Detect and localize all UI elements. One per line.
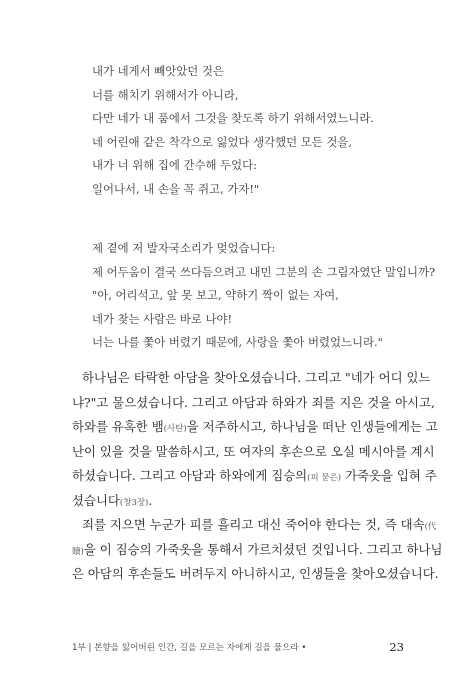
annotation: (피 묻은) [307,473,342,483]
text-run: . [148,492,153,508]
poem-line: 다만 네가 내 품에서 그것을 찾도록 하기 위해서였느니라. [92,111,375,125]
text-run: 가죽옷을 입혀 주 [341,468,437,483]
text-run: 을 저주하시고, 하나님을 떠난 인생들에게는 고 [186,419,438,434]
poem-line: 네 어린애 같은 착각으로 잃었다 생각했던 모든 것을, [92,134,353,149]
paragraph-line [72,541,443,567]
poem-line: 내가 너 위해 집에 간수해 두었다: [92,158,257,172]
poem-line: 제 어두움이 결국 쓰다듬으려고 내민 그분의 손 그림자였단 말입니까? [92,264,436,279]
annotation: (代 [424,522,437,532]
paragraph-line [72,394,435,420]
poem-block [92,64,435,359]
text-run: 하나님은 타락한 아담을 찾아오셨습니다. 그리고 "네가 어디 있느 [82,370,431,385]
annotation: (창3장) [119,497,149,508]
poem-line: 내가 네게서 빼앗았던 것은 [92,64,224,78]
page-number: 23 [389,640,404,654]
text-run: 셨습니다 [72,492,120,508]
poem-line: 네가 찾는 사람은 바로 나야! [92,311,233,326]
paragraph-line [72,493,402,518]
annotation: 贖) [72,546,84,557]
text-run: 하셨습니다. 그리고 아담과 하와에게 짐승의 [72,468,308,483]
paragraph-line [72,517,437,542]
running-head: 1부 | 본향을 잃어버린 인간, 길을 모르는 자에게 길을 물으라 • [72,643,307,653]
poem-line: 제 곁에 저 발자국소리가 멎었습니다: [92,241,276,255]
text-run: 냐?"고 물으셨습니다. 그리고 아담과 하와가 죄를 지은 것을 아시고, [72,394,435,410]
paragraph-line [72,468,437,493]
body-text [72,370,443,591]
poem-line: 너를 해치기 위해서가 아니라, [92,87,239,102]
text-run: 하와를 유혹한 뱀 [72,419,164,434]
stanza-gap [92,205,435,241]
text-run: 은 아담의 후손들도 버려두지 아니하시고, 인생들을 찾아오셨습니다. [72,566,439,581]
poem-line: 너는 나를 쫓아 버렸기 때문에, 사랑을 쫓아 버렸었느니라." [92,335,383,349]
text-run: 죄를 지으면 누군가 피를 흘리고 대신 죽어야 한다는 것, 즉 대속 [82,517,425,532]
text-run: 을 이 짐승의 가죽옷을 통해서 가르치셨던 것입니다. 그리고 하나님 [83,541,443,557]
poem-line: 일어나서, 내 손을 꼭 쥐고, 가자!" [92,181,260,196]
paragraph-line [72,443,435,469]
text-run: 난이 있을 것을 말씀하시고, 또 여자의 후손으로 오실 메시아를 계시 [72,443,435,459]
paragraph-line [72,370,431,395]
poem-line: "아, 어리석고, 앞 못 보고, 약하기 짝이 없는 자여, [92,288,339,302]
paragraph-line [72,566,439,591]
paragraph-line [72,419,438,444]
annotation: (사탄) [163,424,187,434]
